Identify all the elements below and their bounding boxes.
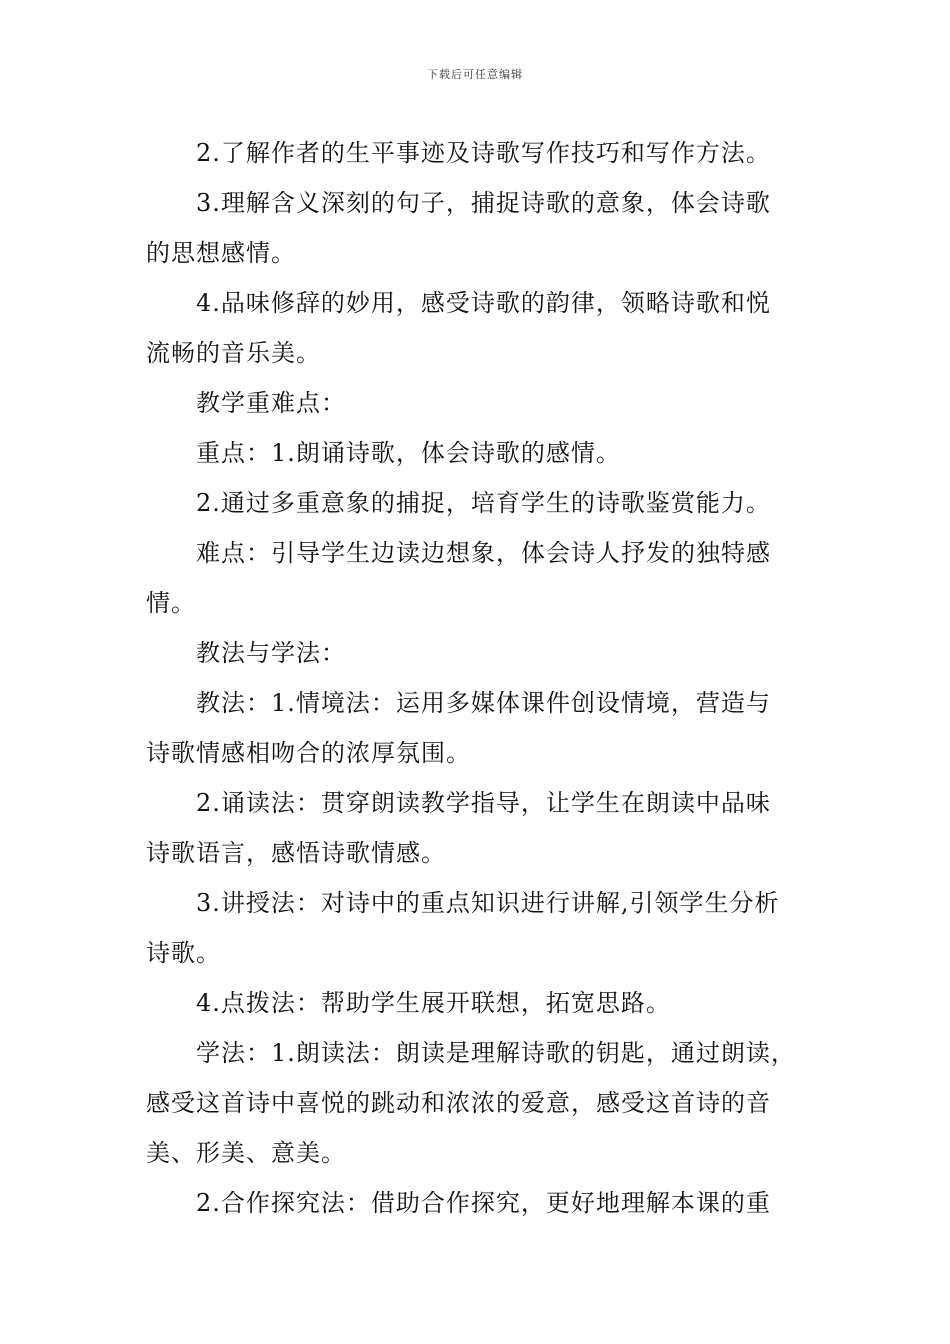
document-body: [146, 128, 808, 1228]
text-line: 诗歌。: [146, 939, 221, 967]
text-line: 2.合作探究法：借助合作探究，更好地理解本课的重: [196, 1189, 771, 1217]
text-line: 重点：1.朗诵诗歌，体会诗歌的感情。: [196, 439, 621, 467]
page-header: 下载后可任意编辑: [427, 68, 523, 81]
section-heading: 教法与学法：: [196, 639, 346, 667]
text-line: 诗歌语言，感悟诗歌情感。: [146, 839, 446, 867]
text-line: 学法：1.朗读法：朗读是理解诗歌的钥匙，通过朗读，: [196, 1039, 796, 1067]
text-line: 2.诵读法：贯穿朗读教学指导，让学生在朗读中品味: [196, 789, 771, 817]
text-line: 3.讲授法：对诗中的重点知识进行讲解,引领学生分析: [196, 889, 780, 917]
text-line: 4.点拨法：帮助学生展开联想，拓宽思路。: [196, 989, 671, 1017]
text-line: 诗歌情感相吻合的浓厚氛围。: [146, 739, 471, 767]
text-line: 4.品味修辞的妙用，感受诗歌的韵律，领略诗歌和悦: [196, 289, 771, 317]
text-line: 的思想感情。: [146, 239, 296, 267]
text-line: 难点：引导学生边读边想象，体会诗人抒发的独特感: [196, 539, 771, 567]
text-line: 教法：1.情境法：运用多媒体课件创设情境，营造与: [196, 689, 771, 717]
text-line: 2.了解作者的生平事迹及诗歌写作技巧和写作方法。: [196, 139, 771, 167]
text-line: 情。: [146, 589, 196, 617]
text-line: 美、形美、意美。: [146, 1139, 346, 1167]
text-line: 3.理解含义深刻的句子，捕捉诗歌的意象，体会诗歌: [196, 189, 771, 217]
section-heading: 教学重难点：: [196, 389, 346, 417]
text-line: 2.通过多重意象的捕捉，培育学生的诗歌鉴赏能力。: [196, 489, 771, 517]
text-line: 感受这首诗中喜悦的跳动和浓浓的爱意，感受这首诗的音: [146, 1089, 771, 1117]
text-line: 流畅的音乐美。: [146, 339, 321, 367]
